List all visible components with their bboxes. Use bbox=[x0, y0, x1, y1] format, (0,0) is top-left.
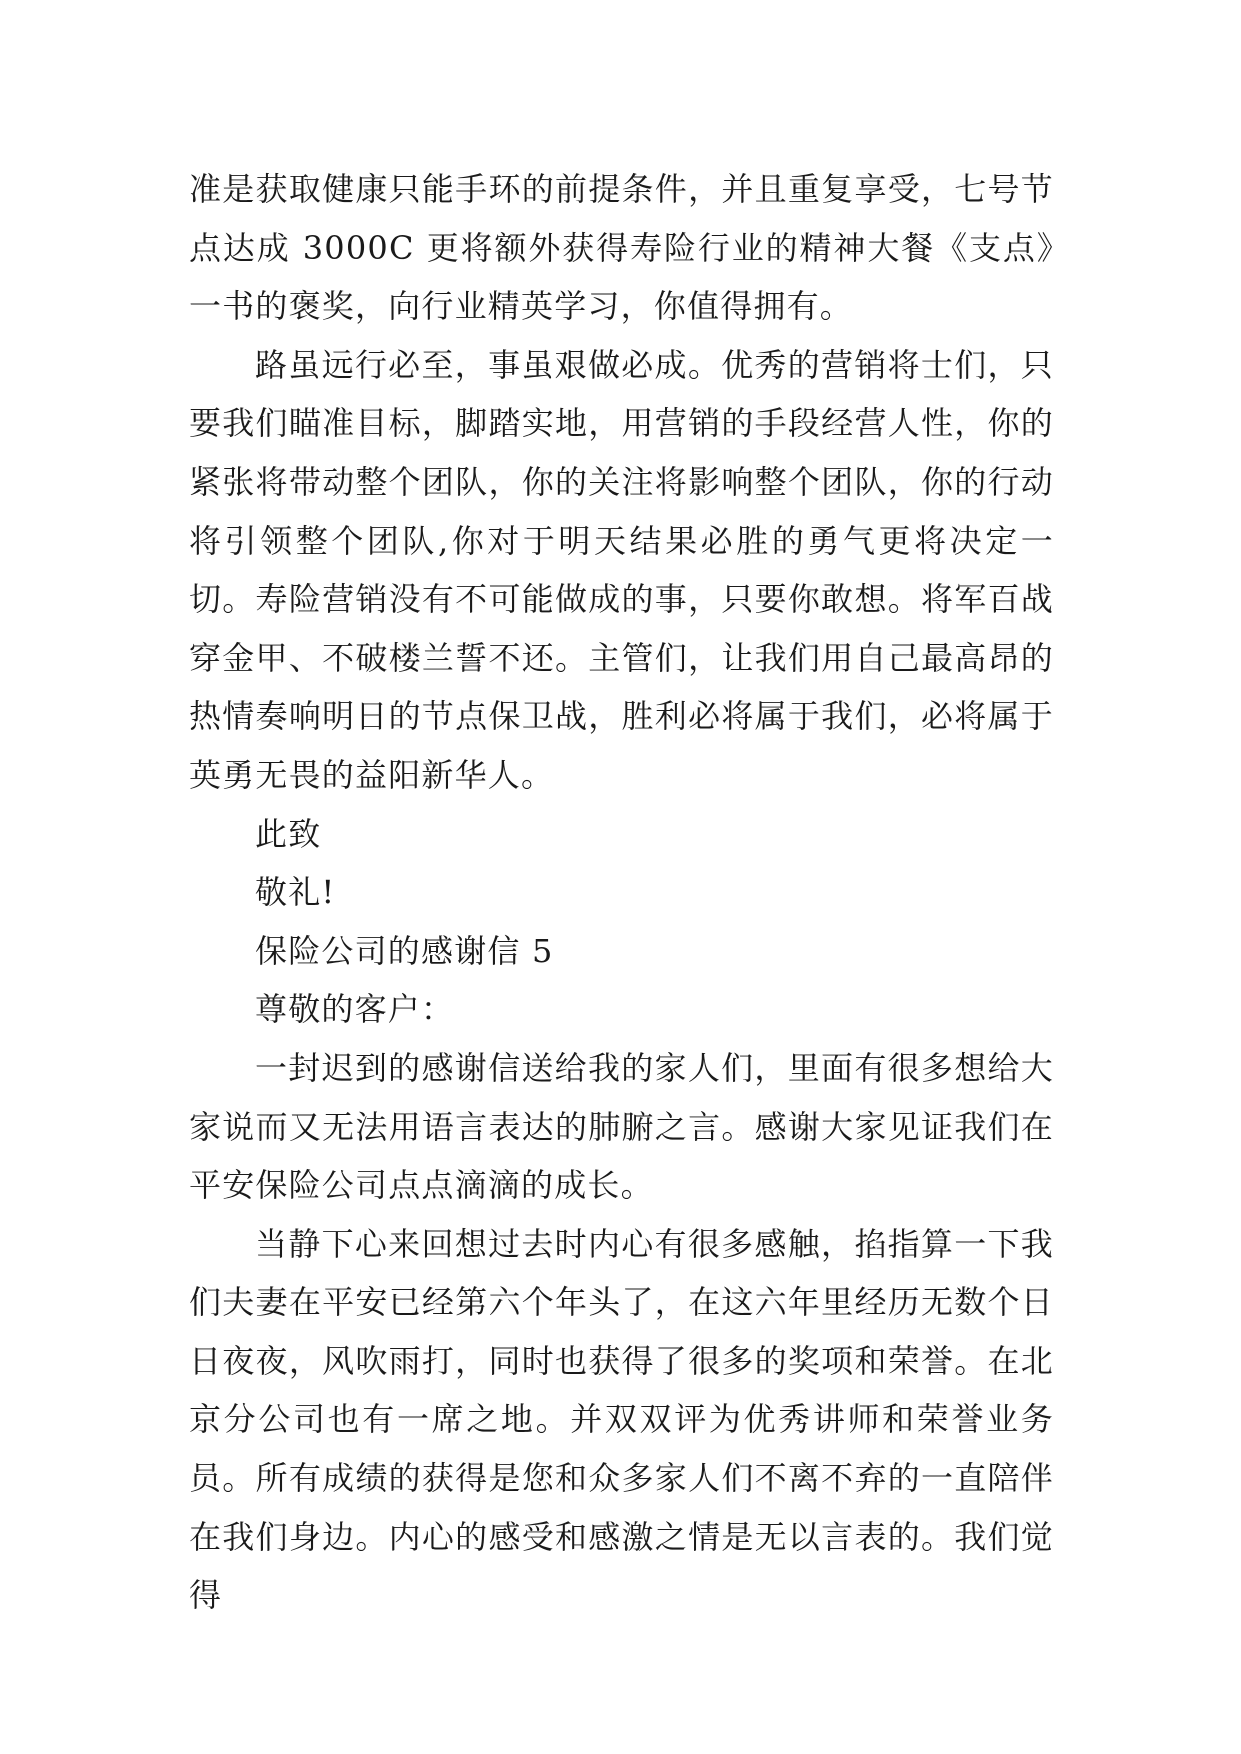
section-heading: 保险公司的感谢信 5 bbox=[255, 931, 554, 970]
paragraph-continuation: 准是获取健康只能手环的前提条件，并且重复享受，七号节点达成 3000C 更将额外获得寿险行业的精神大餐《支点》一书的褒奖，向行业精英学习，你值得拥有。 bbox=[189, 170, 1054, 326]
paragraph-encouragement: 路虽远行必至，事虽艰做必成。优秀的营销将士们，只要我们瞄准目标，脚踏实地，用营销的手段经营人性，你的紧张将带动整个团队，你的关注将影响整个团队，你的行动将引领整个团队,你对于明天结果必胜的勇气更将决定一切。寿险营销没有不可能做成的事，只要你敢想。将军百战穿金甲、不破楼兰誓不还。主管们，让我们用自己最高昂的热情奏响明日的节点保卫战，胜利必将属于我们，必将属于英勇无畏的益阳新华人。 bbox=[189, 345, 1054, 794]
document-body bbox=[189, 160, 1054, 1625]
paragraph-intro: 一封迟到的感谢信送给我的家人们，里面有很多想给大家说而又无法用语言表达的肺腑之言。感谢大家见证我们在平安保险公司点点滴滴的成长。 bbox=[189, 1048, 1054, 1205]
closing-regards: 敬礼! bbox=[255, 873, 336, 912]
letter-greeting: 尊敬的客户： bbox=[255, 990, 455, 1029]
paragraph-reflection: 当静下心来回想过去时内心有很多感触，掐指算一下我们夫妻在平安已经第六个年头了，在这六年里经历无数个日日夜夜，风吹雨打，同时也获得了很多的奖项和荣誉。在北京分公司也有一席之地。并双双评为优秀讲师和荣誉业务员。所有成绩的获得是您和众多家人们不离不弃的一直陪伴在我们身边。内心的感受和感激之情是无以言表的。我们觉得 bbox=[189, 1224, 1054, 1615]
closing-salutation: 此致 bbox=[255, 814, 322, 853]
